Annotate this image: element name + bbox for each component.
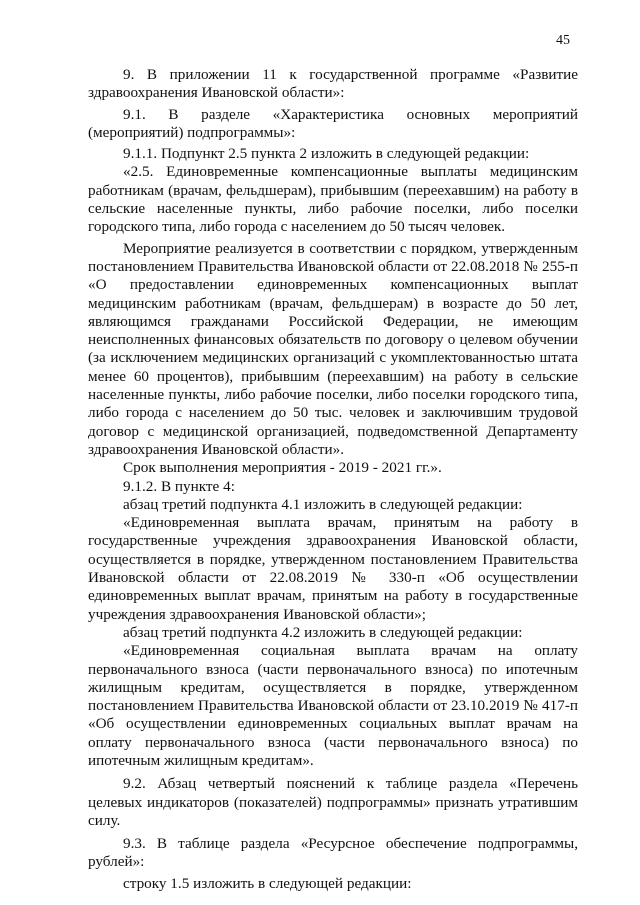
- paragraph-row-1-5: строку 1.5 изложить в следующей редакции:: [123, 874, 412, 892]
- paragraph-quote-4-1: «Единовременная выплата врачам, принятым на работу в государственные учреждения здравоохранения Ивановской области, осуществляется в порядке, утвержденном постановлением Правительства Ивановской области от 22.08.2019 № 330-п «Об осуществлении единовременных выплат врачам, принятым на работу в государственные учреждения здравоохранения Ивановской области»;: [88, 514, 578, 623]
- paragraph-amend-4-1: абзац третий подпункта 4.1 изложить в следующей редакции:: [123, 495, 523, 513]
- paragraph-quote-4-2: «Единовременная социальная выплата врачам на оплату первоначального взноса (части первоначального взноса) по ипотечным жилищным кредитам, осуществляется в порядке, утвержденном постановлением Правительства Ивановской области от 23.10.2019 № 417-п «Об осуществлении единовременных социальных выплат врачам на оплату первоначального взноса (части первоначального взноса) по ипотечным жилищным кредитам».: [88, 642, 578, 769]
- paragraph-deadline: Срок выполнения мероприятия - 2019 - 2021 гг.».: [123, 459, 442, 477]
- paragraph-subitem-2-5: «2.5. Единовременные компенсационные выплаты медицинским работникам (врачам, фельдшерам), прибывшим (переехавшим) на работу в сельские населенные пункты, либо рабочие поселки, либо поселки городского типа, либо города с населением до 50 тысяч человек.: [88, 163, 578, 236]
- paragraph-item-9-3: 9.3. В таблице раздела «Ресурсное обеспечение подпрограммы, рублей»:: [88, 835, 578, 871]
- paragraph-item-9-1-2: 9.1.2. В пункте 4:: [123, 477, 235, 495]
- paragraph-item-9-1: 9.1. В разделе «Характеристика основных мероприятий (мероприятий) подпрограммы»:: [88, 105, 578, 141]
- document-body: [88, 66, 578, 893]
- paragraph-measure-implementation: Мероприятие реализуется в соответствии с порядком, утвержденным постановлением Правительства Ивановской области от 22.08.2018 № 255-п «О предоставлении единовременных компенсационных выплат медицинским работникам (врачам, фельдшерам) в возрасте до 50 лет, являющимся гражданами Российской Федерации, не имеющим неисполненных финансовых обязательств по договору о целевом обучении (за исключением медицинских организаций с укомплектованностью штата менее 60 процентов), прибывшим (переехавшим) на работу в сельские населенные пункты, либо рабочие поселки, либо поселки городского типа, либо города с населением до 50 тыс. человек и заключившим трудовой договор с медицинской организацией, подведомственной Департаменту здравоохранения Ивановской области».: [88, 239, 578, 458]
- paragraph-item-9: 9. В приложении 11 к государственной программе «Развитие здравоохранения Ивановской области»:: [88, 66, 578, 102]
- paragraph-item-9-1-1: 9.1.1. Подпункт 2.5 пункта 2 изложить в следующей редакции:: [123, 145, 530, 163]
- paragraph-amend-4-2: абзац третий подпункта 4.2 изложить в следующей редакции:: [123, 623, 523, 641]
- paragraph-item-9-2: 9.2. Абзац четвертый пояснений к таблице раздела «Перечень целевых индикаторов (показателей) подпрограммы» признать утратившим силу.: [88, 775, 578, 829]
- page-number: 45: [556, 33, 570, 48]
